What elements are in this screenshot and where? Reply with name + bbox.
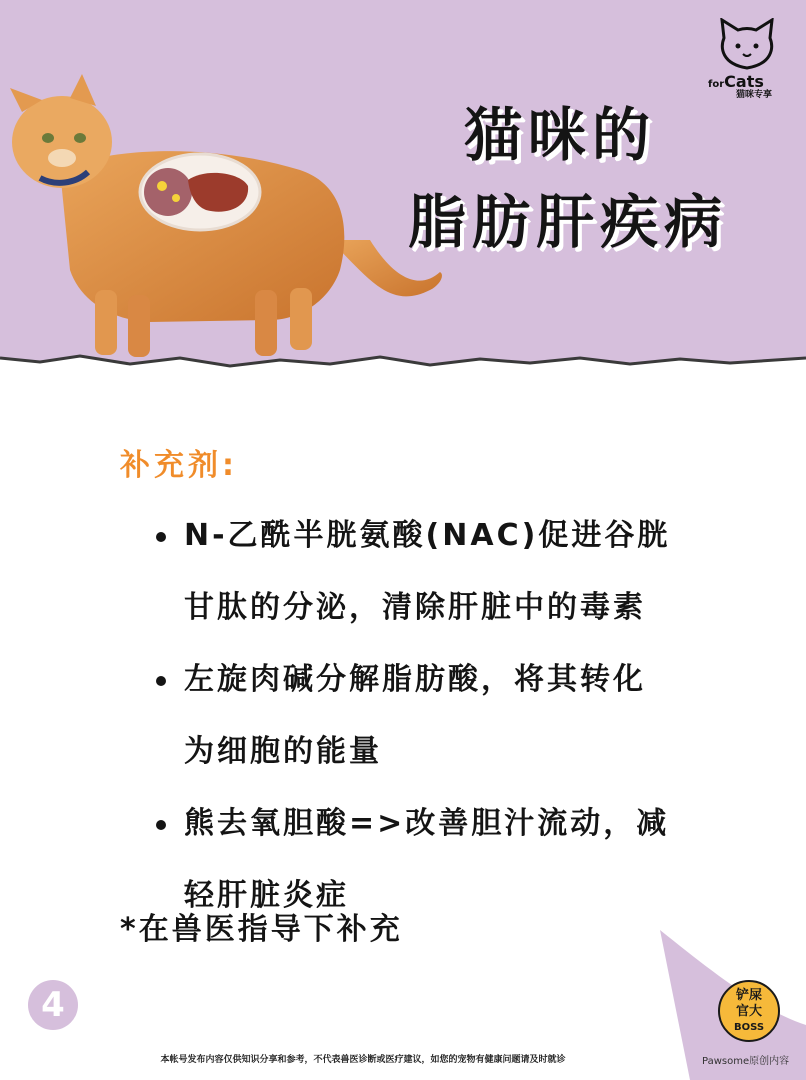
boss-badge (718, 980, 780, 1042)
cat-illustration (0, 60, 470, 370)
cat-face-logo-icon (716, 18, 778, 74)
list-item (150, 644, 740, 788)
list-item-line: 为细胞的能量 (184, 734, 382, 769)
bullet-icon (156, 820, 166, 830)
list-item (150, 500, 740, 644)
footer-disclaimer: 本帐号发布内容仅供知识分享和参考，不代表兽医诊断或医疗建议，如您的宠物有健康问题请及时就诊 (160, 1055, 566, 1065)
boss-en: BOSS (733, 1022, 765, 1033)
list-item-line: N-乙酰半胱氨酸(NAC)促进谷胱 (184, 518, 671, 553)
torn-paper-edge (0, 340, 806, 380)
list-item-line: 熊去氧胆酸=>改善胆汁流动，减 (184, 806, 670, 841)
bullet-icon (156, 676, 166, 686)
header-banner (0, 0, 806, 380)
brand-sub: 猫咪专享 (736, 90, 773, 100)
brand-logo (712, 18, 782, 78)
boss-cn-2: 官大 (735, 1004, 762, 1019)
list-item-line: 轻肝脏炎症 (184, 878, 349, 913)
pawsome-label: Pawsome原创内容 (702, 1056, 790, 1067)
supplement-list (150, 500, 740, 932)
title-line-2: 脂肪肝疾病 (407, 188, 728, 256)
page-number-badge: 4 (28, 980, 78, 1030)
bullet-icon (156, 532, 166, 542)
boss-cn-1: 铲屎 (735, 988, 762, 1003)
page-title (408, 92, 728, 266)
title-line-1: 猫咪的 (463, 101, 656, 169)
brand-cats: Cats (724, 72, 764, 91)
brand-for: for (708, 79, 725, 90)
list-item-line: 左旋肉碱分解脂肪酸，将其转化 (184, 662, 646, 697)
list-item-line: 甘肽的分泌，清除肝脏中的毒素 (184, 590, 646, 625)
section-title: 补充剂: (120, 448, 238, 483)
note-text: *在兽医指导下补充 (120, 912, 403, 947)
